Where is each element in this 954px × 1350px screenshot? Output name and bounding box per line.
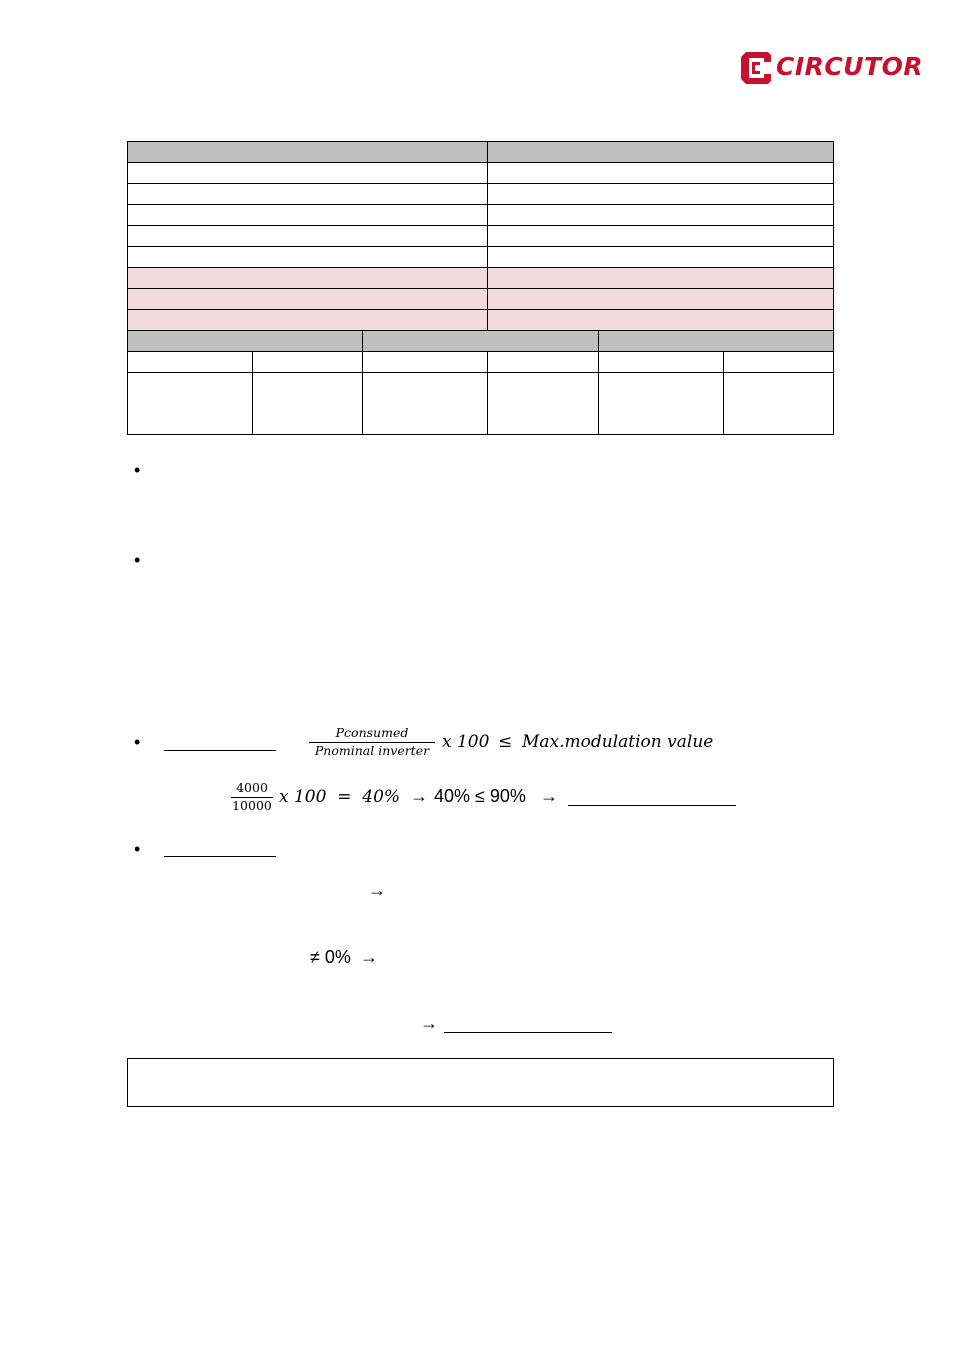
table-header-row [128, 142, 834, 163]
bullet-point: • [134, 550, 141, 570]
table-cell [488, 268, 834, 289]
formula-denominator: Pnominal inverter [314, 743, 430, 758]
table-row [128, 184, 834, 205]
table-cell [128, 373, 253, 435]
formula-fraction [309, 726, 435, 758]
table-cell [128, 247, 488, 268]
table-cell [128, 184, 488, 205]
example-denominator: 10000 [232, 798, 272, 813]
table-row [128, 247, 834, 268]
condition-text: ≠ 0% [310, 947, 351, 967]
table-cell [253, 373, 363, 435]
table-cell [488, 226, 834, 247]
table-row [128, 163, 834, 184]
table-cell [128, 289, 488, 310]
table-row-highlighted [128, 289, 834, 310]
arrow-icon: → [410, 786, 428, 806]
table-cell [128, 226, 488, 247]
table-cell [724, 352, 834, 373]
table-cell [363, 373, 488, 435]
table-row-highlighted [128, 268, 834, 289]
table-cell [253, 352, 363, 373]
underline [444, 1032, 612, 1033]
table-cell [128, 310, 488, 331]
table-row [128, 373, 834, 435]
parameters-table [127, 141, 834, 435]
table-header-cell [363, 331, 599, 352]
table-cell [488, 289, 834, 310]
table-cell [599, 373, 724, 435]
arrow-icon: → [360, 947, 378, 967]
arrow-icon: → [368, 880, 386, 900]
arrow-icon: → [540, 786, 558, 806]
table-header-cell [599, 331, 834, 352]
table-cell [724, 373, 834, 435]
table-row-highlighted [128, 310, 834, 331]
table-cell [488, 373, 599, 435]
example-fraction [231, 781, 273, 813]
example-comparison: 40% ≤ 90% [434, 786, 526, 806]
table-cell [488, 184, 834, 205]
table-cell [488, 163, 834, 184]
formula-relation: ≤ [498, 732, 513, 752]
table-cell [128, 268, 488, 289]
table-row [128, 226, 834, 247]
example-expression: x 100 = 40% [279, 787, 401, 807]
table-cell [128, 205, 488, 226]
bullet-point: • [134, 460, 141, 480]
table-cell [363, 352, 488, 373]
example-numerator: 4000 [236, 780, 268, 795]
underline [568, 805, 736, 806]
bullet-point: • [134, 732, 141, 752]
table-header-cell [488, 142, 834, 163]
underline [164, 750, 276, 751]
formula-multiplier: x 100 [442, 732, 490, 752]
table-cell [488, 247, 834, 268]
table-header-cell [128, 142, 488, 163]
note-box [127, 1058, 834, 1107]
formula-rhs: Max.modulation value [522, 732, 714, 752]
logo-wordmark: CIRCUTOR [776, 52, 924, 81]
table-cell [128, 352, 253, 373]
arrow-icon: → [420, 1013, 438, 1033]
table-cell [488, 352, 599, 373]
circutor-logo-mark [738, 50, 774, 86]
table-cell [128, 163, 488, 184]
formula-numerator: Pconsumed [335, 725, 409, 740]
circutor-logo [738, 50, 924, 86]
underline [164, 856, 276, 857]
table-cell [488, 205, 834, 226]
table-subheader-row [128, 331, 834, 352]
bullet-point: • [134, 839, 141, 859]
table-row [128, 352, 834, 373]
table-cell [488, 310, 834, 331]
table-header-cell [128, 331, 363, 352]
table-row [128, 205, 834, 226]
table-cell [599, 352, 724, 373]
